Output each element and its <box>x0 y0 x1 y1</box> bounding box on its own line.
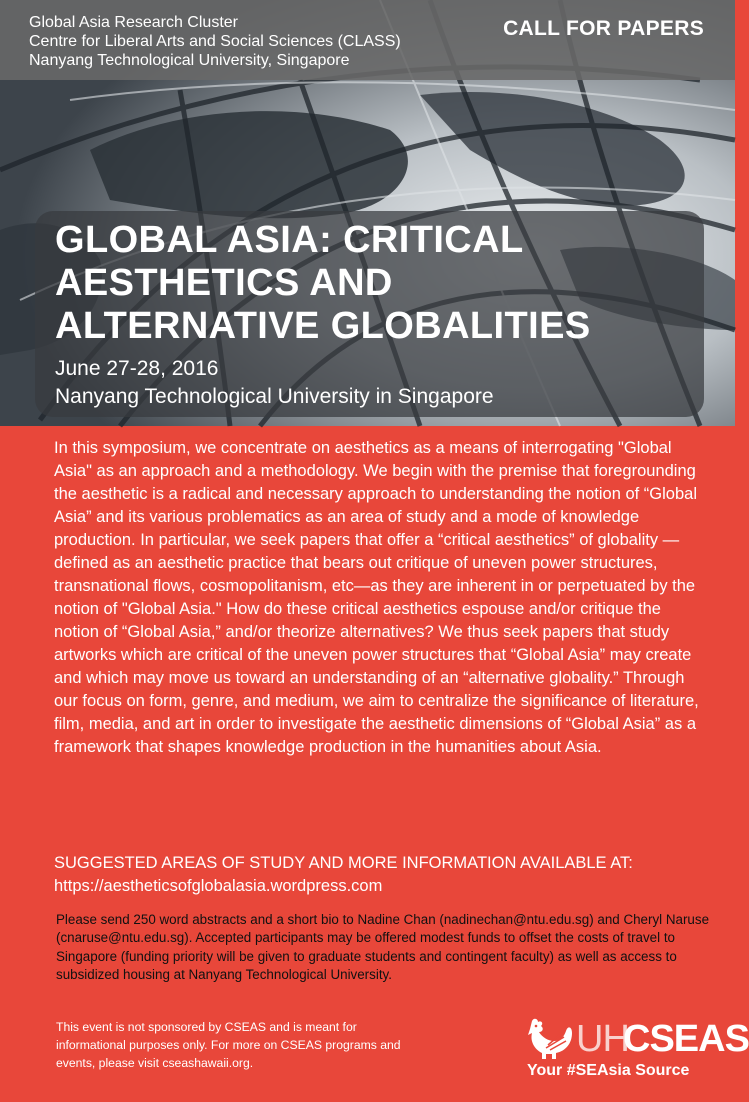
logo-uh-text: UH <box>576 1018 629 1060</box>
logo-cseas-text: CSEAS <box>623 1018 749 1060</box>
organizer-cluster: Global Asia Research Cluster <box>29 14 238 31</box>
hero-banner <box>0 0 735 426</box>
more-info-heading: SUGGESTED AREAS OF STUDY AND MORE INFORMATION AVAILABLE AT: <box>54 854 633 872</box>
symposium-description: In this symposium, we concentrate on aesthetics as a means of interrogating "Global Asia" as an approach and a methodology. We begin with the premise that foregrounding the aesthetic is a radical and necessary approach to understanding the notion of “Global Asia” and its various problematics as an area of study and a mode of knowledge production. In particular, we seek papers that offer a “critical aesthetics” of globality —defined as an aesthetic practice that bears out critique of uneven power structures, transnational flows, cosmopolitanism, etc—as they are inherent in or perpetuated by the notion of "Global Asia." How do these critical aesthetics espouse and/or critique the notion of “Global Asia,” and/or theorize alternatives? We thus seek papers that study artworks which are critical of the uneven power structures that “Global Asia” may create and which may move us toward an understanding of an “alternative globality.” Through our focus on form, genre, and medium, we aim to centralize the significance of literature, film, media, and art in order to investigate the aesthetic dimensions of “Global Asia” as a framework that shapes knowledge production in the humanities about Asia. <box>54 439 699 756</box>
event-title <box>55 219 591 348</box>
disclaimer: This event is not sponsored by CSEAS and is meant for informational purposes only. For more on CSEAS programs and events, please visit cseashawaii.org. <box>56 1020 401 1070</box>
organizer-block <box>29 13 401 70</box>
title-panel <box>35 211 704 417</box>
event-title-line: GLOBAL ASIA: CRITICAL <box>55 219 524 261</box>
rooster-icon <box>526 1017 574 1061</box>
organizer-centre: Centre for Liberal Arts and Social Sciences (CLASS) <box>29 33 401 50</box>
event-title-line: ALTERNATIVE GLOBALITIES <box>55 305 591 347</box>
event-date: June 27-28, 2016 <box>55 357 219 380</box>
event-title-line: AESTHETICS AND <box>55 262 393 304</box>
more-info-link[interactable]: https://aestheticsofglobalasia.wordpress.com <box>54 877 383 895</box>
uh-cseas-logo[interactable] <box>526 1017 749 1083</box>
header-band <box>0 0 735 80</box>
call-for-papers-label: CALL FOR PAPERS <box>503 17 704 40</box>
event-venue: Nanyang Technological University in Singapore <box>55 385 494 408</box>
submission-instructions: Please send 250 word abstracts and a short bio to Nadine Chan (nadinechan@ntu.edu.sg) and Cheryl Naruse (cnaruse@ntu.edu.sg). Accepted participants may be offered modest funds to offset the costs of travel to Singapore (funding priority will be given to graduate students and contingent faculty) as well as access to subsidized housing at Nanyang Technological University. <box>56 912 710 983</box>
organizer-university: Nanyang Technological University, Singapore <box>29 52 350 69</box>
more-info-block <box>54 852 714 898</box>
logo-tagline: Your #SEAsia Source <box>527 1062 690 1079</box>
